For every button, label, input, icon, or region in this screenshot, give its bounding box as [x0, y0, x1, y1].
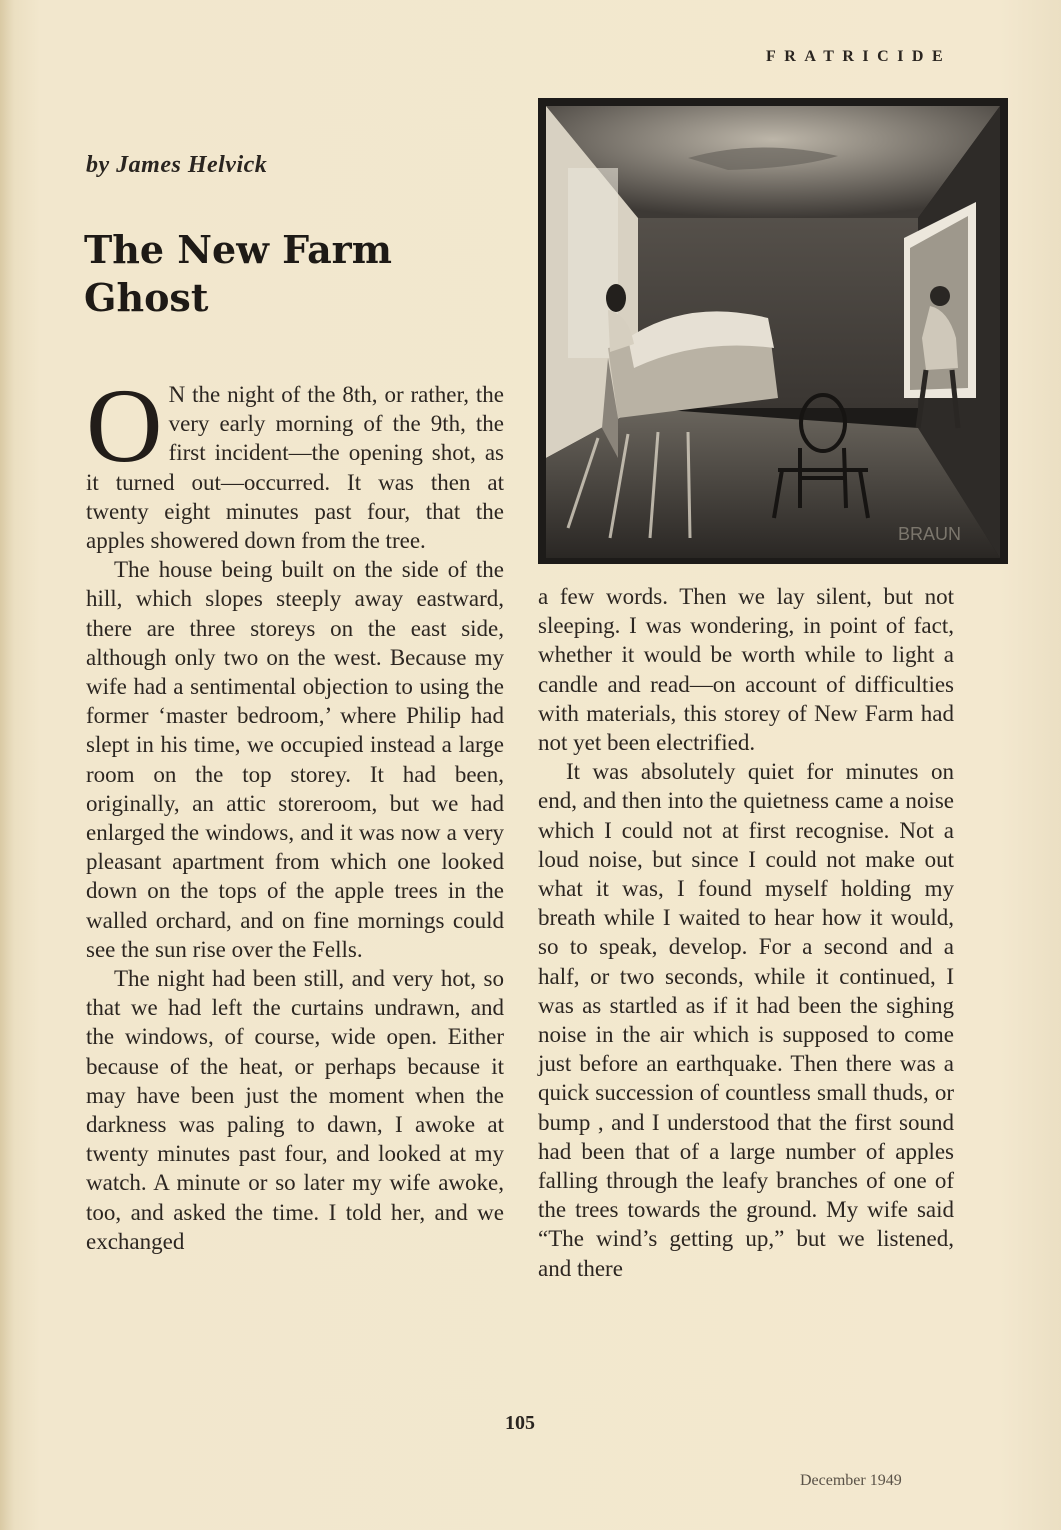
byline: by James Helvick	[86, 152, 268, 178]
paragraph: It was absolutely quiet for minutes on end, and then into the quietness came a noise which I could not at first recognise. Not a loud noise, but since I could not make out what it was, I found myself holding my breath while I waited to hear how it would, so to speak, develop. For a second and a half, or two seconds, while it continued, I was as startled as if it had been the sighing noise in the air which is supposed to come just before an earthquake. Then there was a quick succession of countless small thuds, or bump , and I understood that the first sound had been that of a large number of apples falling through the leafy branches of one of the trees towards the ground. My wife said “The wind’s getting up,” but we listened, and there	[538, 759, 954, 1281]
left-column	[86, 367, 504, 1256]
drop-cap: O	[86, 367, 163, 484]
paragraph: The house being built on the side of the hill, which slopes steeply away eastward, there are three storeys on the east side, although only two on the west. Because my wife had a sentimental objection to using the former ‘master bedroom,’ where Philip had slept in his time, we occupied instead a large room on the top storey. It had been, originally, an attic storeroom, but we had enlarged the windows, and it was now a very pleasant apartment from which one looked down on the tops of the apple trees in the walled orchard, and on fine mornings could see the sun rise over the Fells.	[86, 557, 504, 962]
paragraph: a few words. Then we lay silent, but not sleeping. I was wondering, in point of fact, whether it would be worth while to light a candle and read—on account of difficulties with materials, this storey of New Farm had not yet been electrified.	[538, 584, 954, 756]
paragraph	[86, 367, 504, 555]
running-head: FRATRICIDE	[766, 48, 952, 65]
page-number: 105	[505, 1412, 535, 1434]
paragraph-text: N the night of the 8th, or rather, the very early morning of the 9th, the first incident—the opening shot, as it turned out—occurred. It was then at twenty eight minutes past four, that the apples showered down from the tree.	[86, 382, 504, 554]
bedroom-illustration	[538, 98, 1008, 564]
artist-signature: BRAUN	[898, 524, 962, 544]
right-column	[538, 582, 954, 1283]
issue-date: December 1949	[800, 1472, 902, 1489]
paragraph: The night had been still, and very hot, so that we had left the curtains undrawn, and the windows, of course, wide open. Either because of the heat, or perhaps because it may have been just the moment when the darkness was paling to dawn, I awoke at twenty minutes past four, and looked at my watch. A minute or so later my wife awoke, too, and asked the time. I told her, and we exchanged	[86, 966, 504, 1254]
article-title: The New Farm Ghost	[84, 227, 392, 320]
